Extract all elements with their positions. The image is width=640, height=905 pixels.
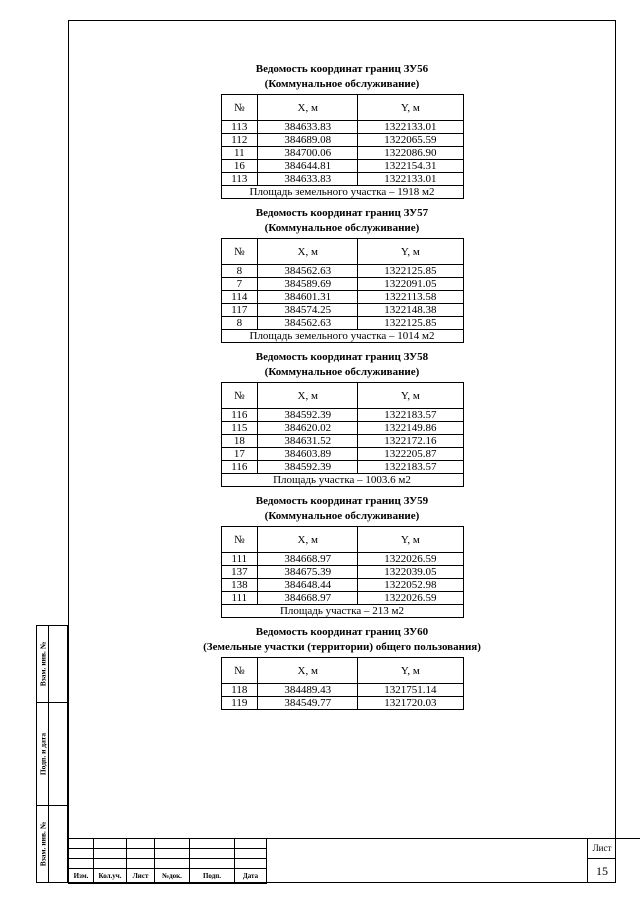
header-number: № (221, 239, 258, 265)
sheet-box (587, 838, 616, 883)
area-row: Площадь участка – 213 м2 (221, 605, 463, 618)
section-subtitle: (Коммунальное обслуживание) (264, 222, 420, 234)
table-row (221, 304, 463, 317)
point-number: 113 (221, 173, 258, 186)
table-row (221, 435, 463, 448)
coordinate-section (68, 625, 616, 710)
coordinate-table (221, 526, 464, 618)
point-number: 119 (221, 697, 258, 710)
y-value: 1322052.98 (358, 579, 463, 592)
y-value: 1322113.58 (358, 291, 463, 304)
y-value: 1322091.05 (358, 278, 463, 291)
table-row (221, 173, 463, 186)
point-number: 113 (221, 121, 258, 134)
header-x: X, м (258, 527, 358, 553)
x-value: 384601.31 (258, 291, 358, 304)
header-y: Y, м (358, 95, 463, 121)
y-value: 1322148.38 (358, 304, 463, 317)
table-row (221, 566, 463, 579)
y-value: 1322039.05 (358, 566, 463, 579)
y-value: 1322086.90 (358, 147, 463, 160)
x-value: 384631.52 (258, 435, 358, 448)
table-row (221, 461, 463, 474)
side-label-signature-date: Подп. и дата (38, 732, 47, 776)
section-title: Ведомость координат границ ЗУ59 (255, 495, 429, 507)
table-row (221, 448, 463, 461)
point-number: 7 (221, 278, 258, 291)
y-value: 1322125.85 (358, 317, 463, 330)
y-value: 1322149.86 (358, 422, 463, 435)
table-row (221, 147, 463, 160)
table-header-row (221, 527, 463, 553)
x-value: 384489.43 (258, 684, 358, 697)
section-title: Ведомость координат границ ЗУ56 (255, 63, 429, 75)
header-x: X, м (258, 658, 358, 684)
table-row (221, 121, 463, 134)
sheet-number: 15 (596, 864, 608, 878)
title-main-cell (266, 838, 640, 883)
point-number: 17 (221, 448, 258, 461)
side-stamp (36, 625, 68, 883)
section-subtitle: (Коммунальное обслуживание) (264, 78, 420, 90)
header-number: № (221, 527, 258, 553)
column-change: Изм. (69, 869, 94, 884)
y-value: 1321720.03 (358, 697, 463, 710)
x-value: 384648.44 (258, 579, 358, 592)
point-number: 111 (221, 553, 258, 566)
x-value: 384668.97 (258, 592, 358, 605)
table-header-row (221, 239, 463, 265)
header-number: № (221, 95, 258, 121)
coordinate-table (221, 382, 464, 487)
section-subtitle: (Коммунальное обслуживание) (264, 510, 420, 522)
table-row (221, 134, 463, 147)
area-row: Площадь участка – 1003.6 м2 (221, 474, 463, 487)
table-header-row (221, 383, 463, 409)
table-row (221, 278, 463, 291)
coordinate-table (221, 94, 464, 199)
point-number: 137 (221, 566, 258, 579)
y-value: 1322133.01 (358, 121, 463, 134)
title-block (68, 838, 616, 883)
table-row (221, 317, 463, 330)
table-row (221, 422, 463, 435)
area-row: Площадь земельного участка – 1918 м2 (221, 186, 463, 199)
column-signature: Подп. (190, 869, 235, 884)
side-label-inv-number: Взам. инв. № (38, 821, 47, 867)
header-x: X, м (258, 95, 358, 121)
table-row (221, 579, 463, 592)
column-date: Дата (235, 869, 267, 884)
y-value: 1322026.59 (358, 553, 463, 566)
y-value: 1321751.14 (358, 684, 463, 697)
x-value: 384633.83 (258, 121, 358, 134)
y-value: 1322154.31 (358, 160, 463, 173)
revision-table (68, 838, 267, 884)
column-sheet: Лист (127, 869, 155, 884)
header-y: Y, м (358, 239, 463, 265)
y-value: 1322026.59 (358, 592, 463, 605)
table-row (221, 553, 463, 566)
header-y: Y, м (358, 527, 463, 553)
x-value: 384633.83 (258, 173, 358, 186)
x-value: 384689.08 (258, 134, 358, 147)
x-value: 384603.89 (258, 448, 358, 461)
area-row: Площадь земельного участка – 1014 м2 (221, 330, 463, 343)
y-value: 1322065.59 (358, 134, 463, 147)
table-header-row (221, 658, 463, 684)
document-content (68, 62, 616, 710)
y-value: 1322133.01 (358, 173, 463, 186)
point-number: 8 (221, 317, 258, 330)
table-row (221, 684, 463, 697)
x-value: 384592.39 (258, 461, 358, 474)
point-number: 112 (221, 134, 258, 147)
point-number: 116 (221, 409, 258, 422)
column-doc-number: №док. (155, 869, 190, 884)
point-number: 8 (221, 265, 258, 278)
coordinate-section (68, 62, 616, 206)
point-number: 11 (221, 147, 258, 160)
y-value: 1322205.87 (358, 448, 463, 461)
y-value: 1322125.85 (358, 265, 463, 278)
point-number: 117 (221, 304, 258, 317)
coordinate-table (221, 238, 464, 343)
header-number: № (221, 658, 258, 684)
x-value: 384574.25 (258, 304, 358, 317)
section-title: Ведомость координат границ ЗУ60 (255, 626, 429, 638)
x-value: 384589.69 (258, 278, 358, 291)
point-number: 116 (221, 461, 258, 474)
y-value: 1322172.16 (358, 435, 463, 448)
section-subtitle: (Земельные участки (территории) общего пользования) (203, 641, 481, 653)
point-number: 138 (221, 579, 258, 592)
x-value: 384562.63 (258, 265, 358, 278)
header-y: Y, м (358, 383, 463, 409)
point-number: 118 (221, 684, 258, 697)
x-value: 384644.81 (258, 160, 358, 173)
coordinate-section (68, 206, 616, 350)
section-title: Ведомость координат границ ЗУ57 (255, 207, 429, 219)
point-number: 115 (221, 422, 258, 435)
x-value: 384668.97 (258, 553, 358, 566)
point-number: 16 (221, 160, 258, 173)
section-title: Ведомость координат границ ЗУ58 (255, 351, 429, 363)
header-x: X, м (258, 383, 358, 409)
column-qty: Кол.уч. (94, 869, 127, 884)
point-number: 114 (221, 291, 258, 304)
point-number: 111 (221, 592, 258, 605)
x-value: 384562.63 (258, 317, 358, 330)
table-row (221, 592, 463, 605)
y-value: 1322183.57 (358, 461, 463, 474)
y-value: 1322183.57 (358, 409, 463, 422)
header-x: X, м (258, 239, 358, 265)
table-row (221, 291, 463, 304)
x-value: 384675.39 (258, 566, 358, 579)
point-number: 18 (221, 435, 258, 448)
sheet-label: Лист (588, 838, 616, 859)
table-row (221, 697, 463, 710)
section-subtitle: (Коммунальное обслуживание) (264, 366, 420, 378)
table-header-row (221, 95, 463, 121)
coordinate-section (68, 350, 616, 494)
header-number: № (221, 383, 258, 409)
table-row (221, 409, 463, 422)
table-row (221, 265, 463, 278)
x-value: 384549.77 (258, 697, 358, 710)
header-y: Y, м (358, 658, 463, 684)
x-value: 384620.02 (258, 422, 358, 435)
table-row (221, 160, 463, 173)
side-cell-replacement-inv (37, 626, 67, 703)
side-cell-inv-number (37, 806, 67, 882)
coordinate-table (221, 657, 464, 710)
coordinate-section (68, 494, 616, 625)
side-cell-signature-date (37, 703, 67, 806)
x-value: 384700.06 (258, 147, 358, 160)
side-label-replacement-inv: Взам. инв. № (38, 641, 47, 687)
x-value: 384592.39 (258, 409, 358, 422)
